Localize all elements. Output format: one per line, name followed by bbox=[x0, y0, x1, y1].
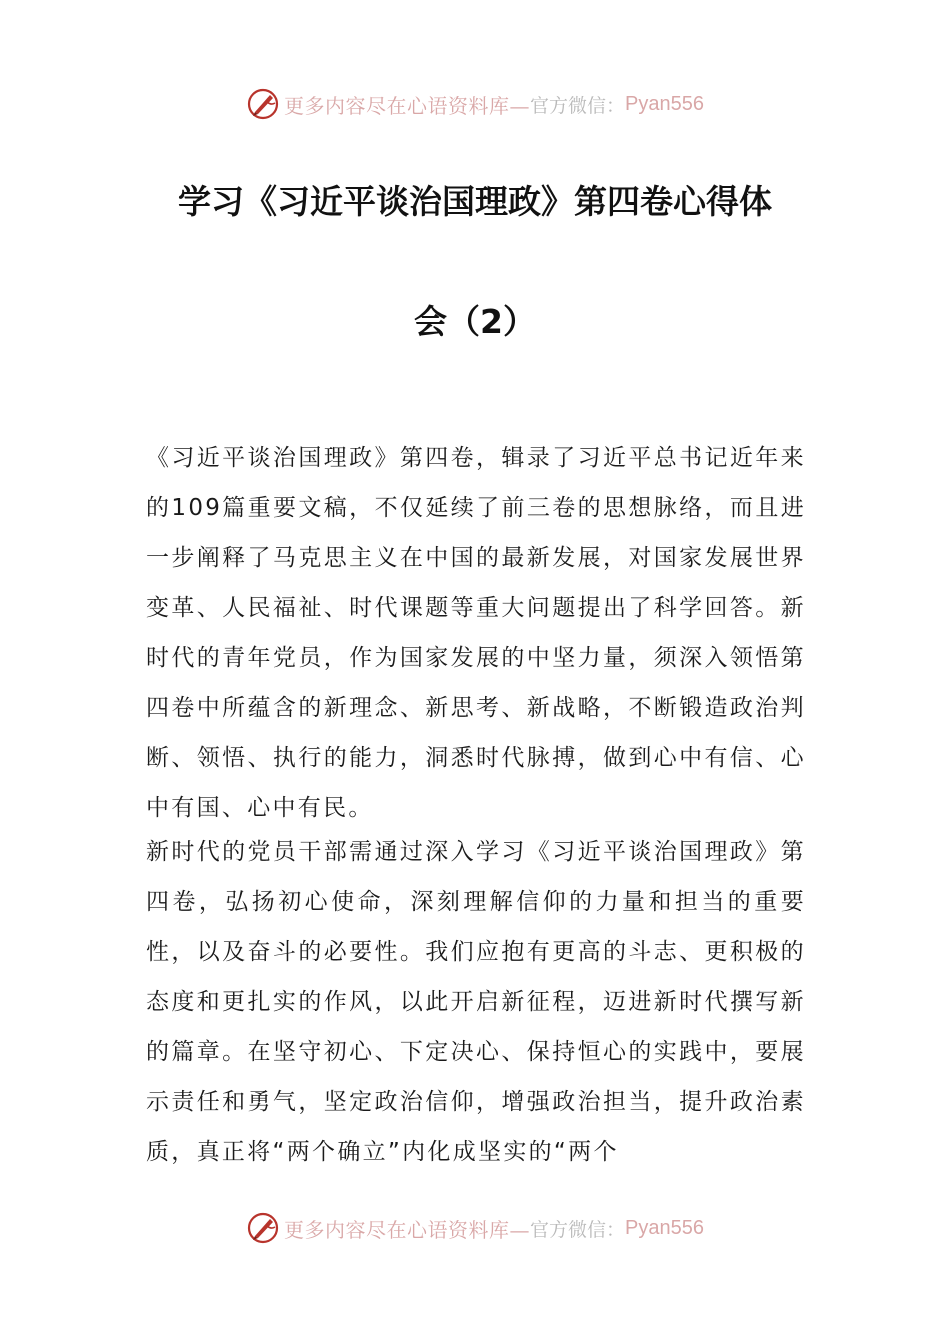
banner-wechat-id: Pyan556 bbox=[625, 92, 704, 115]
document-title-line2: 会（2） bbox=[414, 302, 536, 341]
pen-logo-icon bbox=[246, 87, 280, 121]
document-title-line1: 学习《习近平谈治国理政》第四卷心得体 bbox=[178, 182, 772, 221]
banner-promo-text: 更多内容尽在心语资料库— bbox=[284, 1217, 530, 1242]
banner-wechat-label: 官方微信： bbox=[530, 1218, 626, 1241]
banner-wechat-label: 官方微信： bbox=[530, 94, 626, 117]
body-paragraph: 《习近平谈治国理政》第四卷，辑录了习近平总书记近年来的109篇重要文稿，不仅延续了前三卷的思想脉络，而且进一步阐释了马克思主义在中国的最新发展，对国家发展世界变革、人民福祉、时代课题等重大问题提出了科学回答。新时代的青年党员，作为国家发展的中坚力量，须深入领悟第四卷中所蕴含的新理念、新思考、新战略，不断锻造政治判断、领悟、执行的能力，洞悉时代脉搏，做到心中有信、心中有国、心中有民。 bbox=[146, 445, 806, 821]
banner-promo-text: 更多内容尽在心语资料库— bbox=[284, 93, 530, 118]
body-paragraph: 新时代的党员干部需通过深入学习《习近平谈治国理政》第四卷，弘扬初心使命，深刻理解信仰的力量和担当的重要性，以及奋斗的必要性。我们应抱有更高的斗志、更积极的态度和更扎实的作风，以此开启新征程，迈进新时代撰写新的篇章。在坚守初心、下定决心、保持恒心的实践中，要展示责任和勇气，坚定政治信仰，增强政治担当，提升政治素质，真正将“两个确立”内化成坚实的“两个 bbox=[146, 839, 806, 1165]
footer-banner bbox=[0, 1208, 950, 1248]
document-body bbox=[146, 433, 806, 1177]
banner-wechat-id: Pyan556 bbox=[625, 1216, 704, 1239]
pen-logo-icon bbox=[246, 1211, 280, 1245]
header-banner bbox=[0, 84, 950, 124]
